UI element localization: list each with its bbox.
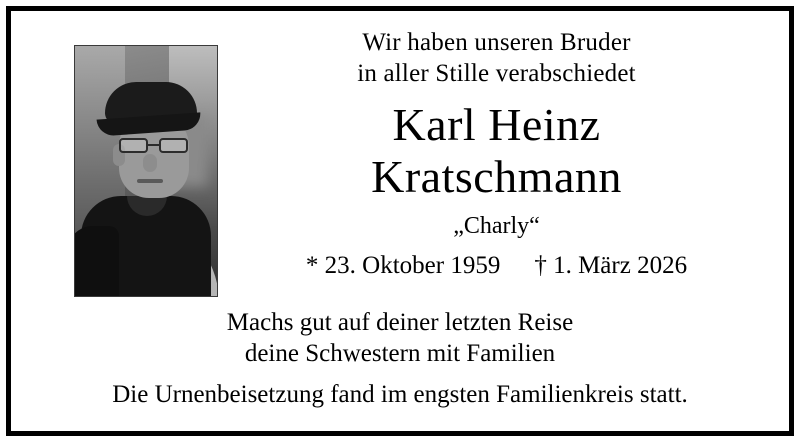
notice-text-column: [224, 25, 771, 281]
death-date: † 1. März 2026: [534, 252, 688, 279]
portrait-photo: [74, 45, 218, 297]
deceased-first-name: Karl Heinz: [392, 99, 601, 150]
intro-line-1: Wir haben unseren Bruder: [362, 29, 631, 56]
notice-upper-section: [29, 25, 771, 297]
notice-lower-section: [29, 307, 771, 410]
person-nose: [143, 154, 157, 172]
glasses-bridge: [148, 144, 159, 146]
glasses-icon: [119, 138, 191, 153]
farewell-line-2: deine Schwestern mit Familien: [244, 340, 556, 367]
glasses-right-lens: [159, 138, 188, 153]
farewell-line-1: Machs gut auf deiner letzten Reise: [226, 309, 574, 336]
person-shoulder: [74, 226, 119, 296]
birth-date: * 23. Oktober 1959: [305, 252, 501, 279]
life-dates: [306, 251, 687, 281]
intro-line-2: in aller Stille verabschiedet: [357, 60, 636, 87]
deceased-nickname: „Charly“: [453, 213, 540, 239]
deceased-last-name: Kratschmann: [371, 151, 622, 202]
burial-note: Die Urnenbeisetzung fand im engsten Familienkreis statt.: [112, 381, 688, 408]
notice-frame: [6, 6, 794, 436]
portrait-container: [29, 25, 224, 297]
person-mouth: [137, 179, 163, 183]
glasses-left-lens: [119, 138, 148, 153]
